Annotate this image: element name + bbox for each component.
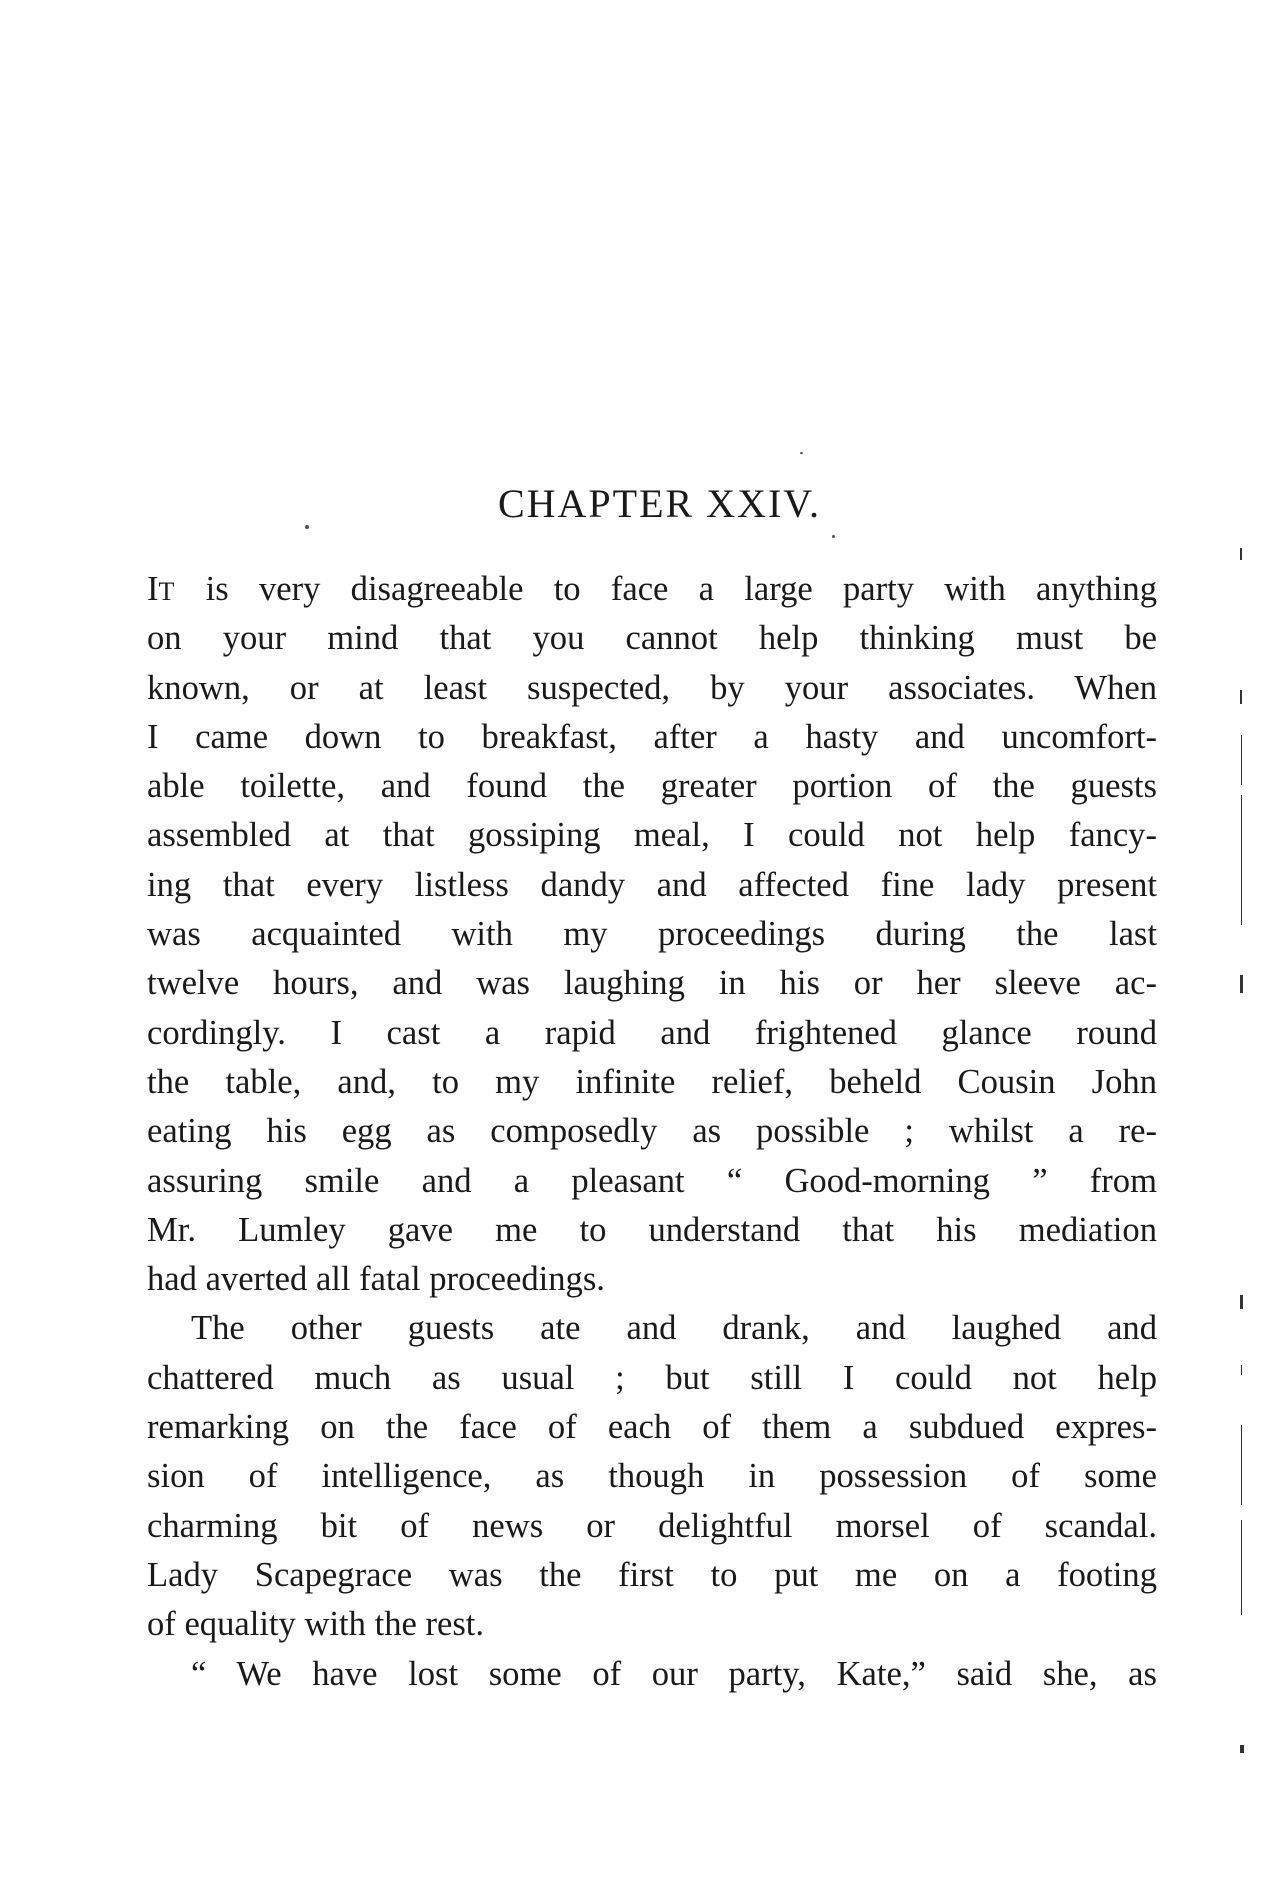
text-line: eating his egg as composedly as possible ; whilst a re-: [147, 1112, 1157, 1151]
scan-artifact: [1241, 1365, 1242, 1375]
paragraph-1: [147, 565, 1157, 1304]
text-line: ing that every listless dandy and affected fine lady present: [147, 865, 1157, 904]
scan-artifact: [1240, 548, 1242, 560]
scan-speck: [305, 525, 309, 529]
scan-artifact: [1241, 795, 1242, 925]
text-line: chattered much as usual ; but still I could not help: [147, 1358, 1157, 1397]
text-line: on your mind that you cannot help thinking must be: [147, 619, 1157, 658]
text-line: Mr. Lumley gave me to understand that his mediation: [147, 1210, 1157, 1249]
text-line: assembled at that gossiping meal, I could not help fancy-: [147, 816, 1157, 855]
text-line: Lady Scapegrace was the first to put me on a footing: [147, 1555, 1157, 1594]
text-line: remarking on the face of each of them a subdued expres-: [147, 1408, 1157, 1447]
paragraph-2: [147, 1304, 1157, 1649]
text-line: able toilette, and found the greater portion of the guests: [147, 767, 1157, 806]
scan-artifact: [1240, 1745, 1244, 1753]
text-line: known, or at least suspected, by your associates. When: [147, 668, 1157, 707]
scan-artifact: [1240, 975, 1243, 993]
text-line: had averted all fatal proceedings.: [147, 1260, 605, 1299]
drop-initial: I: [147, 570, 159, 608]
text-line: I came down to breakfast, after a hasty and uncomfort-: [147, 717, 1157, 756]
text-line: of equality with the rest.: [147, 1605, 485, 1644]
scan-artifact: [1240, 1295, 1243, 1309]
text-line: assuring smile and a pleasant “ Good-morning ” from: [147, 1161, 1157, 1200]
text-line: “ We have lost some of our party, Kate,” said she, as: [191, 1654, 1157, 1693]
scan-speck: [800, 452, 803, 454]
scan-speck: [832, 535, 835, 538]
scan-artifact: [1240, 690, 1242, 704]
paragraph-3: [147, 1650, 1157, 1699]
text-line: twelve hours, and was laughing in his or her sleeve ac-: [147, 964, 1157, 1003]
chapter-heading: CHAPTER XXIV.: [497, 481, 822, 526]
scan-artifact: [1241, 1520, 1242, 1615]
scan-artifact: [1241, 735, 1242, 785]
text-line: sion of intelligence, as though in possession of some: [147, 1457, 1157, 1496]
small-caps-text: T: [158, 577, 176, 606]
scan-artifact: [1241, 1425, 1242, 1505]
text-line: was acquainted with my proceedings during the last: [147, 915, 1157, 954]
text-line: the table, and, to my infinite relief, beheld Cousin John: [147, 1062, 1157, 1101]
text-line: charming bit of news or delightful morsel of scandal.: [147, 1506, 1157, 1545]
text-line: The other guests ate and drank, and laughed and: [191, 1309, 1157, 1348]
text-line: IT is very disagreeable to face a large party with anything: [147, 570, 1157, 608]
text-line: cordingly. I cast a rapid and frightened glance round: [147, 1013, 1157, 1052]
chapter-body: [147, 565, 1157, 1699]
